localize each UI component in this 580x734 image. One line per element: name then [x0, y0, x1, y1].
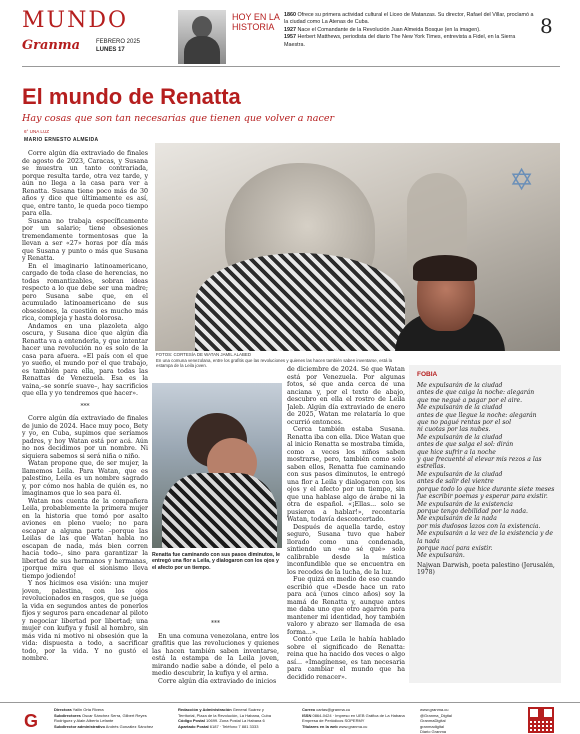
- date-day: LUNES 17: [96, 47, 125, 53]
- paragraph: En una comuna venezolana, entre los grafitis que las revoluciones y quienes las hacen también saben inventarse, está la estampa de la Leila joven, mirando nadie sabe a dónde, el pelo a medio descubrir, la kufiya y el arma.: [152, 632, 279, 677]
- article-author: MARIO ERNESTO ALMEIDA: [24, 137, 99, 143]
- mural-photo: [155, 143, 560, 351]
- history-event: 1860 Ofrece su primera actividad cultural el Liceo de Matanzas. Su director, Rafael del Villar, proclamó a la ciudad como La Atenas de Cuba.: [284, 12, 534, 26]
- paragraph: Contó que Leila le había hablado sobre el significado de Renatta: reina que ha nacido dos veces o algo así... «Imagínense, es tan necesaria para cambiar el mundo que ha decidido renacer».: [287, 636, 405, 681]
- date-block: [96, 38, 140, 54]
- footer-line: ISSN 0864-0424 · Impreso en UEB Gráfica de La Habana: [302, 712, 405, 718]
- paragraph: En el imaginario latinoamericano, cargado de toda clase de herencias, no todas romantizables, sobran ideas respecto a lo que debe ser una madre; pero Susana sabe que, en el acumulado latinoamericano de sus obsesiones, la cuestión es mucho más rica, compleja y hasta dolorosa.: [22, 262, 148, 322]
- history-events: [284, 12, 534, 49]
- footer-contact: [302, 707, 418, 729]
- brand-logo: Granma: [22, 38, 81, 53]
- footer-line: Redacción y Administración General Suárez y: [178, 707, 264, 712]
- poem-line: por mis dudosos lazos con la existencia.: [417, 522, 541, 530]
- date-month: FEBRERO 2025: [96, 39, 141, 45]
- qr-code[interactable]: [528, 707, 554, 733]
- poem-author: Najwan Darwish, poeta palestino (Jerusalén, 1978): [417, 561, 555, 577]
- paragraph: Cerca también estaba Susana. Renatta iba con ella. Dice Watan que al inicio Renatta se mostraba tímida, como a veces los niños saben mostrarse, pero, también como solo saben ellos, Renatta fue caminando con sus pasos diminutos, le entregó una flor a Leila y dialogaron con los ojos y el afecto por un tiempo, sin que una hablase algo de árabe ni la otra de español. «¡Ellas... solo se pusieron a hablar!», recontaría Watan, todavía desconcertado.: [287, 426, 405, 523]
- article-column-3: [152, 620, 279, 695]
- article-column-2: [287, 366, 405, 698]
- page-number: 8: [540, 14, 553, 38]
- poem-line: Me expulsarán de la ciudad: [417, 382, 503, 389]
- history-event: 1957 Herbert Matthews, periodista del diario The New York Times, entrevista a Fidel, en la Sierra Maestra.: [284, 34, 516, 48]
- poem-line: porque todo lo que hice durante siete meses: [417, 485, 555, 493]
- paragraph: Watan nos cuenta de la compañera Leila, probablemente la primera mujer en la historia que tomó por asalto aviones en pleno vuelo; no para escapar a alguna parte –porque las Leilas de las que Watan habla no escapan de nada, más bien corren hacia todo–, sino para garantizar la libertad de sus hermanos y hermanas, ¡porque mira que el sionismo lleva tiempo jodiendo!: [22, 497, 148, 580]
- paragraph: Fue quizá en medio de eso cuando escribió que «Desde hace un rato para acá (unos cinco años) soy la mamá de Renatta y, aunque antes me daba uno que otro agarrón para mantener mi identidad, hoy también valoro y abrazo ser llamada de esa forma...».: [287, 576, 405, 636]
- hug-photo: [152, 383, 282, 548]
- poem-line: Me expulsarán de la ciudad: [417, 470, 503, 478]
- paragraph: Watan propone que, de ser mujer, la llamemos Leila. Para Watan, que es palestino, Leila es un nombre sagrado y, por cómo nos habla de quién es, no imaginamos que lo sea para él.: [22, 460, 148, 497]
- footer-staff: [54, 707, 174, 729]
- hug-caption: Renatta fue caminando con sus pasos diminutos, le entregó una flor a Leila, y dialogaron con los ojos y el afecto por un tiempo.: [152, 552, 280, 571]
- article-tag: 6° UNA LUZ: [24, 129, 50, 134]
- paragraph: Corre algún día extraviado de finales de junio de 2024. Hace muy poco, Bety y yo, en Cuba, supimos que seríamos padres, y hoy Watan está por acá. Aún no nos decidimos por un nombre. Ni siquiera sabemos si será niña o niño.: [22, 415, 148, 460]
- poem-line: antes de que llegue la noche: alegarán: [417, 411, 537, 419]
- footer-address: [178, 707, 298, 729]
- paragraph: Corre algún día extraviado de inicios: [158, 677, 277, 685]
- footer-line: Código Postal 10699. Zona Postal La Habana 6: [178, 718, 265, 724]
- poem-line: antes de que caiga la noche: alegarán: [417, 389, 535, 397]
- poem-line: Me expulsarán de la ciudad: [417, 433, 503, 441]
- footer-line: Titulares en la web www.granma.cu: [302, 723, 368, 729]
- poem-sidebar: [409, 365, 561, 683]
- poem-line: antes de salir del vientre: [417, 478, 494, 486]
- section-title: MUNDO: [22, 8, 128, 33]
- poem-line: fue escribir poemas y esperar para existir.: [417, 493, 548, 501]
- footer-line: Subdirectores Oscar Sánchez Serra, Gilbert Reyes: [54, 712, 147, 718]
- poem-title: FOBIA: [417, 371, 438, 378]
- poem-lines: [417, 382, 555, 560]
- mural-symbol-icon: ✡: [509, 163, 535, 198]
- poem-line: porque nací para existir.: [417, 544, 493, 552]
- poem-line: Me expulsarán de la ciudad: [417, 404, 503, 412]
- footer-line: Correo cartas@granma.cu: [302, 707, 351, 712]
- photo-credit: FOTOS: CORTESÍA DE WATAN JAMIL ALABED: [156, 352, 251, 357]
- article-column-1: [22, 150, 148, 690]
- section-separator: ***: [211, 620, 220, 627]
- header-divider: [22, 66, 560, 67]
- poem-line: Me expulsarán de la nada: [417, 515, 497, 523]
- footer-line: Directora Yailin Orta Rivera: [54, 707, 104, 712]
- paragraph: Corre algún día extraviado de finales de agosto de 2023, Caracas, y Susana se muestra un tanto contrariada, porque resulta tarde, otra vez tarde, y aún no llega a la casa para ver a Renatta. Susana tiene poco más de 30 años y dice que últimamente es así, que, entre tanto, le queda poco tiempo para ella.: [22, 150, 148, 217]
- poem-line: Me expulsarán.: [417, 552, 465, 560]
- poem-line: porque tengo debilidad por la nada.: [417, 507, 528, 515]
- paragraph: Susana no trabaja específicamente por un salario; tiene obsesiones tremendamente tormentosas que la llevan a ser «27» horas por día más que Susana y punto o más que Susana y Renatta.: [22, 217, 148, 262]
- footer-line: Subdirector administrativo Andrés González Sánchez: [54, 723, 154, 729]
- poem-line: Me expulsarán de la existencia: [417, 500, 513, 508]
- article-subtitle: Hay cosas que son tan necesarias que tienen que volver a nacer: [22, 113, 335, 124]
- paragraph: de diciembre de 2024. Sé que Watan está por Venezuela. Por algunas fotos, sé que anda cerca de una anciana y, por el texto de abajo, descubro en ella el rostro de Leila Jaleb. Algún día extraviado de enero de 2025, Watan me relataría lo que ocurrió entonces.: [287, 366, 405, 426]
- history-title: HOY EN LA HISTORIA: [232, 12, 280, 32]
- poem-line: y que frecuenté al elevar mis rezos a las estrellas.: [417, 456, 542, 471]
- history-photo: [178, 10, 226, 64]
- footer-social-link[interactable]: @Granma_Digital: [420, 712, 452, 718]
- granma-logo-icon: G: [24, 711, 39, 731]
- footer-social-link[interactable]: granmadigital: [420, 723, 445, 729]
- footer-line: Empresa de Periódicos SOPERMY: [302, 718, 365, 724]
- footer-line: Rodríguez y Alain Alberto Lefante: [54, 718, 114, 724]
- poem-line: que me negué a pagar por el aire.: [417, 396, 523, 404]
- section-separator: ***: [80, 402, 90, 410]
- mural-caption: En una comuna venezolana, entre los grafitis que las revoluciones y quienes las hacen también saben inventarse, está la estampa de la Leila joven.: [156, 358, 393, 369]
- paragraph: Y nos hicimos esa visión: una mujer joven, palestina, con los ojos revolucionados en rasgos, que se juega la vida en segundos antes de ponerlos fijos y seguros para encadenar al piloto y negociar libertad por libertad; una mujer con kufiya y fusil al hombro, sin más vida ni motivo ni obsesión que la vida: dispuesta a todo, a sacrificar todo, por la vida. Y no gustó el nombre.: [22, 580, 148, 662]
- paragraph: Andamos en una plazoleta algo oscura, y Susana dice que algún día Renatta va a entenderla, y que intentar hacer una revolución no es solo de la casa para afuera. «El país con el que yo sueño, el mundo por el que trabajo, es también para ella, para todas las Renattas de Venezuela. Esa es la vaina,–se sonríe suave–, hay sacrificios que ella y yo tendremos que hacer».: [22, 322, 148, 397]
- poem-line: ni cuotas por las nubes.: [417, 426, 491, 434]
- page-footer: [0, 702, 580, 734]
- poem-line: que no pagué rentas por el sol: [417, 419, 512, 427]
- poem-line: antes de que salga el sol: dirán: [417, 441, 514, 449]
- footer-line: Territorial, Plaza de la Revolución, La Habana, Cuba: [178, 712, 271, 718]
- poem-line: que hice sufrir a la noche: [417, 448, 496, 456]
- article-title: El mundo de Renatta: [22, 84, 241, 109]
- history-event: 1927 Nace el Comandante de la Revolución Juan Almeida Bosque (en la imagen).: [284, 26, 481, 33]
- footer-social-link[interactable]: GranmaDigital: [420, 718, 446, 724]
- paragraph: Después de aquella tarde, estoy seguro, Susana tuvo que haber llorado como una condenada, sintiendo un «no sé qué» solo calibrable desde la mística inconfundible que se encuentra en los recodos de la lucha, de la luz.: [287, 523, 405, 576]
- footer-line: Apartado Postal 6187 · Teléfono 7 881 3333: [178, 723, 259, 729]
- poem-line: Me expulsarán a la vez de la existencia y de la nada: [417, 530, 553, 545]
- footer-social-link[interactable]: Diario Granma: [420, 729, 447, 734]
- page-header: [0, 0, 580, 72]
- footer-social: [420, 707, 520, 734]
- footer-social-link[interactable]: www.granma.cu: [420, 707, 449, 712]
